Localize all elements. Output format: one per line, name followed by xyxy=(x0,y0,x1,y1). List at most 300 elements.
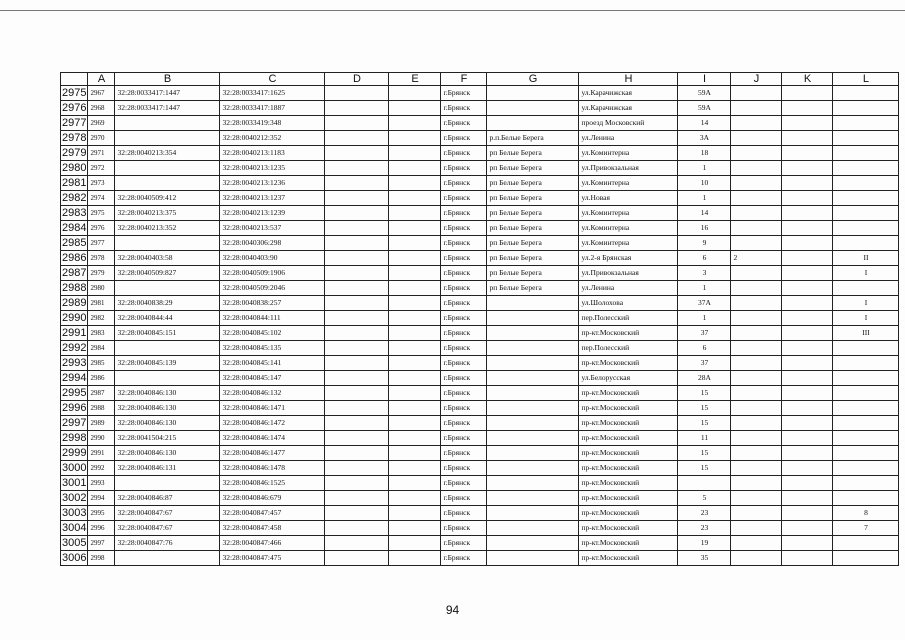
row-number[interactable]: 2979 xyxy=(62,147,87,159)
cell-g[interactable] xyxy=(487,296,579,311)
cell-j[interactable] xyxy=(731,431,782,446)
cell-h[interactable]: пр-кт.Московский xyxy=(579,326,678,341)
cell-h[interactable]: пр-кт.Московский xyxy=(579,461,678,476)
cell-b[interactable] xyxy=(115,116,220,131)
cell-k[interactable] xyxy=(782,521,833,536)
cell-b[interactable]: 32:28:0040845:139 xyxy=(115,356,220,371)
cell-a[interactable]: 2980 xyxy=(88,281,115,296)
cell-b[interactable] xyxy=(115,281,220,296)
cell-c[interactable]: 32:28:0040847:475 xyxy=(220,551,325,566)
cell-k[interactable] xyxy=(782,86,833,101)
cell-d[interactable] xyxy=(325,146,389,161)
cell-e[interactable] xyxy=(389,161,441,176)
cell-c[interactable]: 32:28:0040847:457 xyxy=(220,506,325,521)
cell-l[interactable]: I xyxy=(833,311,899,326)
cell-d[interactable] xyxy=(325,86,389,101)
cell-d[interactable] xyxy=(325,161,389,176)
cell-g[interactable] xyxy=(487,476,579,491)
cell-b[interactable]: 32:28:0040403:58 xyxy=(115,251,220,266)
cell-e[interactable] xyxy=(389,116,441,131)
cell-c[interactable]: 32:28:0040846:679 xyxy=(220,491,325,506)
cell-c[interactable]: 32:28:0040844:111 xyxy=(220,311,325,326)
cell-h[interactable]: ул.Ленина xyxy=(579,131,678,146)
cell-c[interactable]: 32:28:0033417:1887 xyxy=(220,101,325,116)
row-number[interactable]: 2991 xyxy=(62,327,87,339)
cell-k[interactable] xyxy=(782,281,833,296)
cell-a[interactable]: 2988 xyxy=(88,401,115,416)
cell-e[interactable] xyxy=(389,251,441,266)
cell-g[interactable] xyxy=(487,116,579,131)
cell-j[interactable] xyxy=(731,506,782,521)
cell-h[interactable]: пр-кт.Московский xyxy=(579,431,678,446)
cell-j[interactable] xyxy=(731,86,782,101)
cell-c[interactable]: 32:28:0040509:2046 xyxy=(220,281,325,296)
cell-g[interactable] xyxy=(487,506,579,521)
cell-g[interactable] xyxy=(487,86,579,101)
cell-a[interactable]: 2987 xyxy=(88,386,115,401)
cell-i[interactable]: 59А xyxy=(678,101,731,116)
cell-f[interactable]: г.Брянск xyxy=(441,356,487,371)
column-header-k[interactable]: K xyxy=(782,73,833,86)
cell-l[interactable] xyxy=(833,551,899,566)
cell-c[interactable]: 32:28:0040213:1183 xyxy=(220,146,325,161)
row-number[interactable]: 2986 xyxy=(62,252,87,264)
cell-e[interactable] xyxy=(389,311,441,326)
cell-j[interactable] xyxy=(731,161,782,176)
cell-g[interactable] xyxy=(487,551,579,566)
cell-e[interactable] xyxy=(389,326,441,341)
column-header-c[interactable]: C xyxy=(220,73,325,86)
cell-k[interactable] xyxy=(782,311,833,326)
cell-c[interactable]: 32:28:0040838:257 xyxy=(220,296,325,311)
cell-l[interactable] xyxy=(833,206,899,221)
cell-l[interactable] xyxy=(833,401,899,416)
cell-f[interactable]: г.Брянск xyxy=(441,341,487,356)
cell-f[interactable]: г.Брянск xyxy=(441,116,487,131)
column-header-d[interactable]: D xyxy=(325,73,389,86)
cell-j[interactable] xyxy=(731,191,782,206)
cell-j[interactable] xyxy=(731,236,782,251)
cell-f[interactable]: г.Брянск xyxy=(441,446,487,461)
cell-c[interactable]: 32:28:0040213:1237 xyxy=(220,191,325,206)
cell-i[interactable]: 59А xyxy=(678,86,731,101)
cell-e[interactable] xyxy=(389,86,441,101)
cell-k[interactable] xyxy=(782,551,833,566)
cell-d[interactable] xyxy=(325,356,389,371)
cell-d[interactable] xyxy=(325,131,389,146)
cell-f[interactable]: г.Брянск xyxy=(441,251,487,266)
cell-e[interactable] xyxy=(389,476,441,491)
cell-l[interactable]: 8 xyxy=(833,506,899,521)
cell-g[interactable]: рп Белые Берега xyxy=(487,236,579,251)
cell-k[interactable] xyxy=(782,296,833,311)
cell-j[interactable] xyxy=(731,536,782,551)
cell-i[interactable]: 3А xyxy=(678,131,731,146)
cell-h[interactable]: пр-кт.Московский xyxy=(579,356,678,371)
cell-c[interactable]: 32:28:0040213:537 xyxy=(220,221,325,236)
cell-j[interactable] xyxy=(731,326,782,341)
cell-a[interactable]: 2995 xyxy=(88,506,115,521)
column-header-j[interactable]: J xyxy=(731,73,782,86)
cell-d[interactable] xyxy=(325,251,389,266)
row-number[interactable]: 2977 xyxy=(62,117,87,129)
cell-a[interactable]: 2979 xyxy=(88,266,115,281)
cell-i[interactable]: 14 xyxy=(678,206,731,221)
cell-g[interactable] xyxy=(487,386,579,401)
cell-g[interactable]: рп Белые Берега xyxy=(487,206,579,221)
cell-j[interactable] xyxy=(731,461,782,476)
row-number[interactable]: 2983 xyxy=(62,207,87,219)
cell-e[interactable] xyxy=(389,191,441,206)
cell-g[interactable]: р.п.Белые Берега xyxy=(487,131,579,146)
cell-f[interactable]: г.Брянск xyxy=(441,206,487,221)
cell-k[interactable] xyxy=(782,371,833,386)
cell-e[interactable] xyxy=(389,176,441,191)
cell-e[interactable] xyxy=(389,521,441,536)
cell-l[interactable] xyxy=(833,446,899,461)
cell-d[interactable] xyxy=(325,371,389,386)
cell-a[interactable]: 2990 xyxy=(88,431,115,446)
cell-d[interactable] xyxy=(325,386,389,401)
row-number[interactable]: 3006 xyxy=(62,552,87,564)
cell-g[interactable]: рп Белые Берега xyxy=(487,191,579,206)
cell-k[interactable] xyxy=(782,191,833,206)
cell-j[interactable] xyxy=(731,386,782,401)
cell-l[interactable] xyxy=(833,416,899,431)
cell-f[interactable]: г.Брянск xyxy=(441,236,487,251)
cell-l[interactable] xyxy=(833,101,899,116)
cell-k[interactable] xyxy=(782,206,833,221)
cell-a[interactable]: 2975 xyxy=(88,206,115,221)
row-number[interactable]: 2996 xyxy=(62,402,87,414)
cell-i[interactable]: 3 xyxy=(678,266,731,281)
row-number[interactable]: 2985 xyxy=(62,237,87,249)
cell-b[interactable]: 32:28:0040846:130 xyxy=(115,446,220,461)
cell-a[interactable]: 2978 xyxy=(88,251,115,266)
cell-l[interactable] xyxy=(833,146,899,161)
cell-k[interactable] xyxy=(782,401,833,416)
cell-d[interactable] xyxy=(325,491,389,506)
column-header-f[interactable]: F xyxy=(441,73,487,86)
cell-d[interactable] xyxy=(325,266,389,281)
cell-a[interactable]: 2976 xyxy=(88,221,115,236)
cell-b[interactable]: 32:28:0040846:130 xyxy=(115,386,220,401)
column-header-e[interactable]: E xyxy=(389,73,441,86)
row-number[interactable]: 3005 xyxy=(62,537,87,549)
cell-b[interactable]: 32:28:0040846:130 xyxy=(115,416,220,431)
cell-f[interactable]: г.Брянск xyxy=(441,326,487,341)
cell-g[interactable] xyxy=(487,491,579,506)
cell-f[interactable]: г.Брянск xyxy=(441,491,487,506)
cell-e[interactable] xyxy=(389,356,441,371)
row-number[interactable]: 2994 xyxy=(62,372,87,384)
cell-d[interactable] xyxy=(325,221,389,236)
cell-k[interactable] xyxy=(782,461,833,476)
cell-h[interactable]: ул.Новая xyxy=(579,191,678,206)
cell-d[interactable] xyxy=(325,176,389,191)
cell-f[interactable]: г.Брянск xyxy=(441,461,487,476)
cell-l[interactable] xyxy=(833,341,899,356)
cell-a[interactable]: 2970 xyxy=(88,131,115,146)
cell-b[interactable]: 32:28:0040213:352 xyxy=(115,221,220,236)
cell-h[interactable]: пр-кт.Московский xyxy=(579,476,678,491)
cell-c[interactable]: 32:28:0040846:1474 xyxy=(220,431,325,446)
row-number[interactable]: 2976 xyxy=(62,102,87,114)
cell-e[interactable] xyxy=(389,446,441,461)
cell-c[interactable]: 32:28:0040845:102 xyxy=(220,326,325,341)
cell-b[interactable]: 32:28:0040846:87 xyxy=(115,491,220,506)
cell-g[interactable] xyxy=(487,416,579,431)
cell-d[interactable] xyxy=(325,461,389,476)
cell-j[interactable] xyxy=(731,341,782,356)
cell-g[interactable] xyxy=(487,446,579,461)
cell-e[interactable] xyxy=(389,461,441,476)
cell-i[interactable]: 37 xyxy=(678,326,731,341)
cell-i[interactable]: 35 xyxy=(678,551,731,566)
cell-j[interactable] xyxy=(731,476,782,491)
cell-c[interactable]: 32:28:0040306:298 xyxy=(220,236,325,251)
cell-c[interactable]: 32:28:0040212:352 xyxy=(220,131,325,146)
cell-g[interactable] xyxy=(487,101,579,116)
cell-b[interactable] xyxy=(115,131,220,146)
cell-f[interactable]: г.Брянск xyxy=(441,161,487,176)
cell-e[interactable] xyxy=(389,401,441,416)
cell-d[interactable] xyxy=(325,311,389,326)
row-number[interactable]: 2981 xyxy=(62,177,87,189)
cell-j[interactable]: 2 xyxy=(731,251,782,266)
cell-c[interactable]: 32:28:0040846:1477 xyxy=(220,446,325,461)
cell-j[interactable] xyxy=(731,296,782,311)
cell-a[interactable]: 2983 xyxy=(88,326,115,341)
row-number[interactable]: 3003 xyxy=(62,507,87,519)
cell-g[interactable] xyxy=(487,401,579,416)
cell-h[interactable]: ул.Шолохова xyxy=(579,296,678,311)
row-number[interactable]: 2984 xyxy=(62,222,87,234)
cell-e[interactable] xyxy=(389,551,441,566)
cell-i[interactable]: 15 xyxy=(678,401,731,416)
cell-b[interactable]: 32:28:0040846:130 xyxy=(115,401,220,416)
cell-f[interactable]: г.Брянск xyxy=(441,371,487,386)
cell-i[interactable]: 15 xyxy=(678,386,731,401)
cell-l[interactable] xyxy=(833,536,899,551)
cell-k[interactable] xyxy=(782,491,833,506)
cell-k[interactable] xyxy=(782,446,833,461)
cell-a[interactable]: 2973 xyxy=(88,176,115,191)
cell-a[interactable]: 2977 xyxy=(88,236,115,251)
cell-e[interactable] xyxy=(389,371,441,386)
cell-h[interactable]: ул.2-я Брянская xyxy=(579,251,678,266)
cell-k[interactable] xyxy=(782,416,833,431)
cell-b[interactable] xyxy=(115,551,220,566)
cell-c[interactable]: 32:28:0040846:1471 xyxy=(220,401,325,416)
cell-i[interactable]: 1 xyxy=(678,191,731,206)
cell-a[interactable]: 2982 xyxy=(88,311,115,326)
cell-l[interactable] xyxy=(833,431,899,446)
cell-f[interactable]: г.Брянск xyxy=(441,146,487,161)
cell-h[interactable]: пр-кт.Московский xyxy=(579,401,678,416)
cell-c[interactable]: 32:28:0040403:90 xyxy=(220,251,325,266)
cell-i[interactable]: 19 xyxy=(678,536,731,551)
row-number[interactable]: 2987 xyxy=(62,267,87,279)
cell-l[interactable] xyxy=(833,371,899,386)
cell-c[interactable]: 32:28:0040213:1239 xyxy=(220,206,325,221)
cell-i[interactable]: 15 xyxy=(678,446,731,461)
cell-b[interactable]: 32:28:0040509:412 xyxy=(115,191,220,206)
cell-k[interactable] xyxy=(782,131,833,146)
cell-h[interactable]: пер.Полесский xyxy=(579,341,678,356)
cell-d[interactable] xyxy=(325,416,389,431)
cell-i[interactable]: 15 xyxy=(678,461,731,476)
row-number[interactable]: 2982 xyxy=(62,192,87,204)
cell-b[interactable] xyxy=(115,341,220,356)
cell-h[interactable]: пер.Полесский xyxy=(579,311,678,326)
cell-j[interactable] xyxy=(731,221,782,236)
cell-b[interactable] xyxy=(115,161,220,176)
cell-f[interactable]: г.Брянск xyxy=(441,281,487,296)
cell-g[interactable]: рп Белые Берега xyxy=(487,251,579,266)
cell-f[interactable]: г.Брянск xyxy=(441,101,487,116)
cell-e[interactable] xyxy=(389,281,441,296)
cell-a[interactable]: 2996 xyxy=(88,521,115,536)
cell-a[interactable]: 2997 xyxy=(88,536,115,551)
cell-h[interactable]: пр-кт.Московский xyxy=(579,446,678,461)
cell-c[interactable]: 32:28:0040845:135 xyxy=(220,341,325,356)
cell-f[interactable]: г.Брянск xyxy=(441,131,487,146)
cell-e[interactable] xyxy=(389,131,441,146)
cell-c[interactable]: 32:28:0040845:141 xyxy=(220,356,325,371)
cell-e[interactable] xyxy=(389,431,441,446)
cell-d[interactable] xyxy=(325,341,389,356)
cell-k[interactable] xyxy=(782,341,833,356)
cell-l[interactable] xyxy=(833,236,899,251)
cell-h[interactable]: ул.Привокзальная xyxy=(579,266,678,281)
cell-l[interactable] xyxy=(833,86,899,101)
cell-e[interactable] xyxy=(389,221,441,236)
cell-f[interactable]: г.Брянск xyxy=(441,266,487,281)
cell-l[interactable]: 7 xyxy=(833,521,899,536)
cell-a[interactable]: 2974 xyxy=(88,191,115,206)
cell-g[interactable] xyxy=(487,521,579,536)
cell-j[interactable] xyxy=(731,116,782,131)
cell-f[interactable]: г.Брянск xyxy=(441,521,487,536)
cell-g[interactable] xyxy=(487,341,579,356)
cell-h[interactable]: проезд Московский xyxy=(579,116,678,131)
cell-e[interactable] xyxy=(389,296,441,311)
cell-j[interactable] xyxy=(731,371,782,386)
cell-b[interactable]: 32:28:0040213:375 xyxy=(115,206,220,221)
row-number[interactable]: 3004 xyxy=(62,522,87,534)
cell-c[interactable]: 32:28:0040213:1235 xyxy=(220,161,325,176)
cell-i[interactable]: 15 xyxy=(678,416,731,431)
row-number[interactable]: 2988 xyxy=(62,282,87,294)
row-number[interactable]: 2975 xyxy=(62,87,87,99)
cell-l[interactable] xyxy=(833,191,899,206)
column-header-l[interactable]: L xyxy=(833,73,899,86)
cell-h[interactable]: пр-кт.Московский xyxy=(579,386,678,401)
cell-h[interactable]: ул.Ленина xyxy=(579,281,678,296)
cell-k[interactable] xyxy=(782,536,833,551)
cell-k[interactable] xyxy=(782,356,833,371)
cell-b[interactable]: 32:28:0040846:131 xyxy=(115,461,220,476)
cell-k[interactable] xyxy=(782,161,833,176)
cell-i[interactable]: 37 xyxy=(678,356,731,371)
cell-h[interactable]: пр-кт.Московский xyxy=(579,506,678,521)
cell-c[interactable]: 32:28:0040846:1478 xyxy=(220,461,325,476)
cell-a[interactable]: 2994 xyxy=(88,491,115,506)
cell-f[interactable]: г.Брянск xyxy=(441,536,487,551)
column-header-g[interactable]: G xyxy=(487,73,579,86)
cell-e[interactable] xyxy=(389,386,441,401)
cell-i[interactable]: 23 xyxy=(678,521,731,536)
cell-b[interactable] xyxy=(115,236,220,251)
row-number[interactable]: 2993 xyxy=(62,357,87,369)
cell-j[interactable] xyxy=(731,311,782,326)
cell-l[interactable] xyxy=(833,461,899,476)
cell-i[interactable] xyxy=(678,476,731,491)
cell-j[interactable] xyxy=(731,146,782,161)
column-header-b[interactable]: B xyxy=(115,73,220,86)
cell-e[interactable] xyxy=(389,491,441,506)
cell-l[interactable]: II xyxy=(833,251,899,266)
cell-h[interactable]: ул.Белорусская xyxy=(579,371,678,386)
cell-j[interactable] xyxy=(731,416,782,431)
cell-b[interactable]: 32:28:0040844:44 xyxy=(115,311,220,326)
cell-b[interactable] xyxy=(115,476,220,491)
cell-g[interactable]: рп Белые Берега xyxy=(487,266,579,281)
row-number[interactable]: 2989 xyxy=(62,297,87,309)
cell-k[interactable] xyxy=(782,326,833,341)
cell-b[interactable]: 32:28:0033417:1447 xyxy=(115,86,220,101)
cell-j[interactable] xyxy=(731,521,782,536)
row-number[interactable]: 2998 xyxy=(62,432,87,444)
cell-e[interactable] xyxy=(389,101,441,116)
cell-i[interactable]: 1 xyxy=(678,281,731,296)
cell-j[interactable] xyxy=(731,401,782,416)
cell-i[interactable]: 1 xyxy=(678,311,731,326)
row-number[interactable]: 3000 xyxy=(62,462,87,474)
cell-a[interactable]: 2968 xyxy=(88,101,115,116)
cell-i[interactable]: 23 xyxy=(678,506,731,521)
cell-l[interactable] xyxy=(833,161,899,176)
cell-f[interactable]: г.Брянск xyxy=(441,401,487,416)
cell-l[interactable] xyxy=(833,281,899,296)
cell-d[interactable] xyxy=(325,521,389,536)
cell-i[interactable]: 10 xyxy=(678,176,731,191)
row-number[interactable]: 3001 xyxy=(62,477,87,489)
cell-b[interactable] xyxy=(115,176,220,191)
cell-d[interactable] xyxy=(325,206,389,221)
cell-k[interactable] xyxy=(782,116,833,131)
cell-b[interactable]: 32:28:0033417:1447 xyxy=(115,101,220,116)
cell-f[interactable]: г.Брянск xyxy=(441,221,487,236)
cell-f[interactable]: г.Брянск xyxy=(441,86,487,101)
cell-j[interactable] xyxy=(731,266,782,281)
cell-d[interactable] xyxy=(325,116,389,131)
cell-c[interactable]: 32:28:0040846:1472 xyxy=(220,416,325,431)
cell-b[interactable]: 32:28:0041504:215 xyxy=(115,431,220,446)
cell-h[interactable]: ул.Коминтерна xyxy=(579,146,678,161)
cell-g[interactable] xyxy=(487,461,579,476)
cell-a[interactable]: 2984 xyxy=(88,341,115,356)
cell-c[interactable]: 32:28:0033417:1625 xyxy=(220,86,325,101)
cell-i[interactable]: 9 xyxy=(678,236,731,251)
cell-h[interactable]: ул.Коминтерна xyxy=(579,206,678,221)
cell-j[interactable] xyxy=(731,131,782,146)
cell-l[interactable]: I xyxy=(833,266,899,281)
cell-h[interactable]: ул.Коминтерна xyxy=(579,221,678,236)
cell-i[interactable]: 11 xyxy=(678,431,731,446)
cell-d[interactable] xyxy=(325,506,389,521)
